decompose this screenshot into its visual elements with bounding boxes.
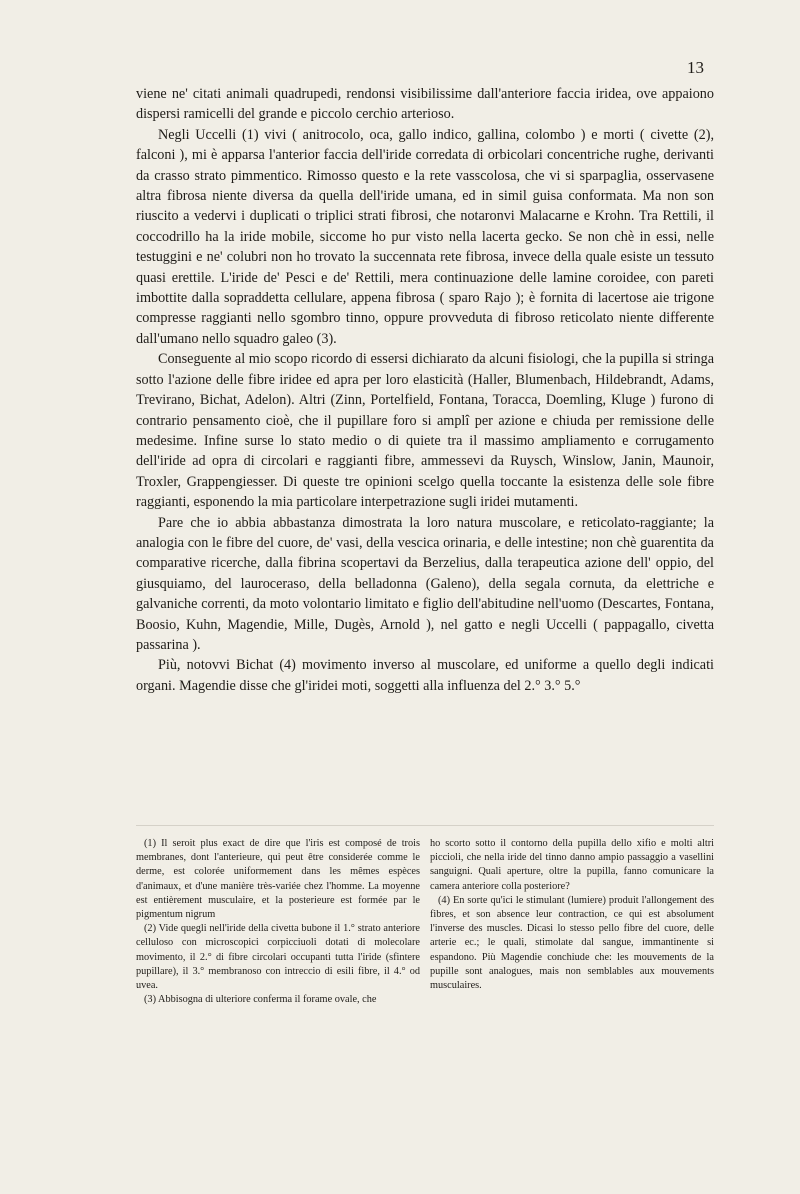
paragraph-1: viene ne' citati animali quadrupedi, rendonsi visibilissime dall'anteriore faccia iridea, ove appaiono dispersi ramicelli del grande e piccolo cerchio arterioso. xyxy=(136,86,714,123)
paragraph-3: Conseguente al mio scopo ricordo di essersi dichiarato da alcuni fisiologi, che la pupilla si stringa sotto l'azione delle fibre iridee ed apra per loro elasticità (Haller, Blumenbach, Hildebrandt, Adams, Trevirano, Bichat, Adelon). Altri (Zinn, Portelfield, Fontana, Toracca, Doemling, Kluge ) furono di contrario pensamento cioè, che il pupillare foro si amplî per azione e chiuda per remissione delle medesime. Infine surse lo stato medio o di quiete tra il massimo ampliamento e corrugamento dell'iride ad opra di circolari e raggianti fibre, ammessevi da Ruysch, Winslow, Janin, Maunoir, Troxler, Grappengiesser. Di queste tre opinioni scelgo quella toccante la esistenza delle sole fibre raggianti, esponendo la mia particolare interpetrazione sugli iridei mutamenti. xyxy=(136,351,714,511)
footnote-3: (3) Abbisogna di ulteriore conferma il forame ovale, che xyxy=(144,994,377,1006)
footnotes xyxy=(136,837,714,1007)
footnote-2: (2) Vide quegli nell'iride della civetta bubone il 1.° strato anteriore celluloso con microscopici corpicciuoli dotati di molecolare movimento, il 2.° di fibre circolari occupanti tutta l'iride (sfintere pupillare), il 3.° membranoso con intreccio di esili fibre, il 4.° od uvea. xyxy=(136,923,420,992)
paragraph-2: Negli Uccelli (1) vivi ( anitrocolo, oca, gallo indico, gallina, colombo ) e morti ( civette (2), falconi ), mi è apparsa l'anterior faccia dell'iride corredata di orbicolari concentriche rughe, derivanti da crasso strato pimmentico. Rimosso questo e la rete vasscolosa, che vi si sparpaglia, osservasene altra fibrosa niente diversa da quella dell'iride umana, ed in simil guisa conformata. Ma non son riuscito a vedervi i duplicati o triplici strati fibrosi, che notaronvi Malacarne e Krohn. Tra Rettili, il coccodrillo ha la iride mobile, siccome ho pur visto nella lacerta gecko. Se non chè in essi, nelle testuggini e ne' colubri non ho trovato la succennata rete fibrosa, invece della quale esiste un tessuto quasi erettile. L'iride de' Pesci e de' Rettili, mera continuazione delle lamine coroidee, con pareti imbottite dalla sopraddetta cellulare, appena fibrosa ( sparo Rajo ); è fornita di lacertose aie trigone compresse raggianti nello sgombro tinno, oppure provveduta di fibroso reticolato niente differente dall'umano nello squadro galeo (3). xyxy=(136,126,714,347)
paragraph-4: Pare che io abbia abbastanza dimostrata la loro natura muscolare, e reticolato-raggiante; la analogia con le fibre del cuore, de' vasi, della vescica orinaria, e delle intestine; non chè guarentita da comparative ricerche, dalla fibrina scopertavi da Berzelius, dalla terapeutica azione dell' oppio, del giusquiamo, del lauroceraso, della belladonna (Galeno), della segala cornuta, da elettriche e galvaniche correnti, da moto volontario limitato e figlio dell'abitudine nell'uomo (Descartes, Fontana, Boosio, Kuhn, Magendie, Mille, Dugès, Arnold ), nel gatto e negli Uccelli ( pappagallo, civetta passarina ). xyxy=(136,514,714,653)
footnote-1: (1) Il seroit plus exact de dire que l'iris est composé de trois membranes, dont l'anterieure, qui peut être considerée comme le derme, est colorée uniformement dans les mêmes espèces d'animaux, et d'une manière très-variée chez l'homme. La moyenne est entièrement musculaire, et la posterieure est formée par le pigmentum nigrum xyxy=(136,838,420,921)
footnote-4: (4) En sorte qu'ici le stimulant (lumiere) produit l'allongement des fibres, et son absence leur contraction, ce qui est absolument l'inverse des muscles. Dicasi lo stesso pello fibre del cuore, delle arterie ec.; le quali, stimolate dal sangue, immantinente si espandono. Più Magendie conchiude che: les mouvements de la pupille sont analogues, mais non semblables aux mouvements musculaires. xyxy=(430,894,714,992)
page-number: 13 xyxy=(687,58,704,77)
footnotes-right-column xyxy=(430,837,714,1007)
footnotes-left-column xyxy=(136,837,420,1007)
footnote-divider xyxy=(136,825,714,826)
paragraph-5: Più, notovvi Bichat (4) movimento inverso al muscolare, ed uniforme a quello degli indicati organi. Magendie disse che gl'iridei moti, soggetti alla influenza del 2.° 3.° 5.° xyxy=(136,657,714,694)
main-text xyxy=(136,84,714,696)
footnote-3-continued: ho scorto sotto il contorno della pupilla dello xifio e molti altri piccioli, che nella iride del tinno danno ampio passaggio a vasellini sanguigni. Quali aperture, oltre la pupilla, fanno comunicare la camera anteriore colla posteriore? xyxy=(430,838,714,892)
